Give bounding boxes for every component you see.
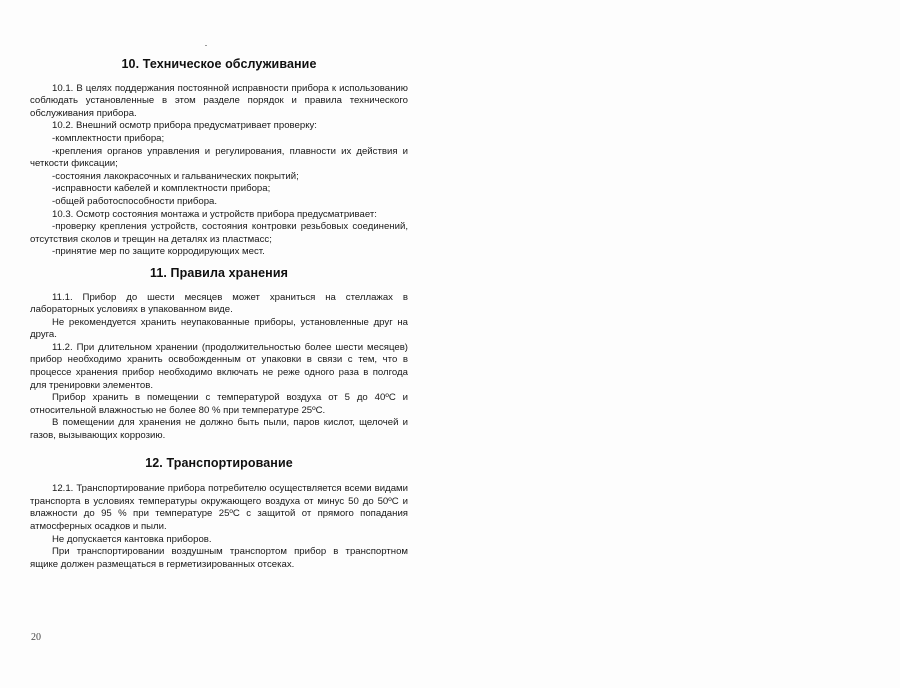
paragraph: 10.1. В целях поддержания постоянной исправности прибора к использованию соблюдать установленные в этом разделе порядок и правила технического обслуживания прибора. [30,82,408,119]
list-item: -исправности кабелей и комплектности прибора; [52,183,271,195]
paragraph: В помещении для хранения не должно быть пыли, паров кислот, щелочей и газов, вызывающих коррозию. [30,417,408,442]
paragraph: При транспортировании воздушным транспортом прибор в транспортном ящике должен размещаться в герметизированных отсеках. [30,546,408,570]
paragraph: Прибор хранить в помещении с температурой воздуха от 5 до 40ºС и относительной влажностью не более 80 % при температуре 25ºС. [30,392,408,416]
paragraph: 10.3. Осмотр состояния монтажа и устройств прибора предусматривает: [52,208,377,220]
page-number: 20 [31,632,41,643]
paragraph: 10.2. Внешний осмотр прибора предусматривает проверку: [52,120,317,132]
list-item: -проверку крепления устройств, состояния контровки резьбовых соединений, отсутствия сколов и трещин на деталях из пластмасс; [30,221,408,245]
paragraph: 11.2. При длительном хранении (продолжительностью более шести месяцев) прибор необходимо хранить освобожденным от упаковки в связи с тем, что в процессе хранения прибор необходимо включать не реже одного раза в полгода для тренировки элементов. [30,341,408,391]
paragraph: 11.1. Прибор до шести месяцев может храниться на стеллажах в лабораторных условиях в упакованном виде. [30,291,408,316]
list-item: -принятие мер по защите корродирующих мест. [52,246,265,258]
list-item: -общей работоспособности прибора. [52,195,218,207]
section-12-title: 12. Транспортирование [145,455,293,470]
list-item: -состояния лакокрасочных и гальванических покрытий; [52,170,299,182]
list-item: -комплектности прибора; [52,132,165,144]
section-10-title: 10. Техническое обслуживание [121,57,317,71]
section-11-title: 11. Правила хранения [149,265,289,280]
paragraph: Не допускается кантовка приборов. [52,533,212,545]
paragraph: Не рекомендуется хранить неупакованные приборы, установленные друг на друга. [30,316,408,341]
list-item: -крепления органов управления и регулирования, плавности их действия и четкости фиксации; [30,145,408,170]
paragraph: 12.1. Транспортирование прибора потребителю осуществляется всеми видами транспорта в условиях температуры окружающего воздуха от минус 50 до 50ºС и влажности до 95 % при температуре 25ºС с защитой от прямого попадания атмосферных осадков и пыли. [30,483,408,532]
document-content [30,58,408,571]
